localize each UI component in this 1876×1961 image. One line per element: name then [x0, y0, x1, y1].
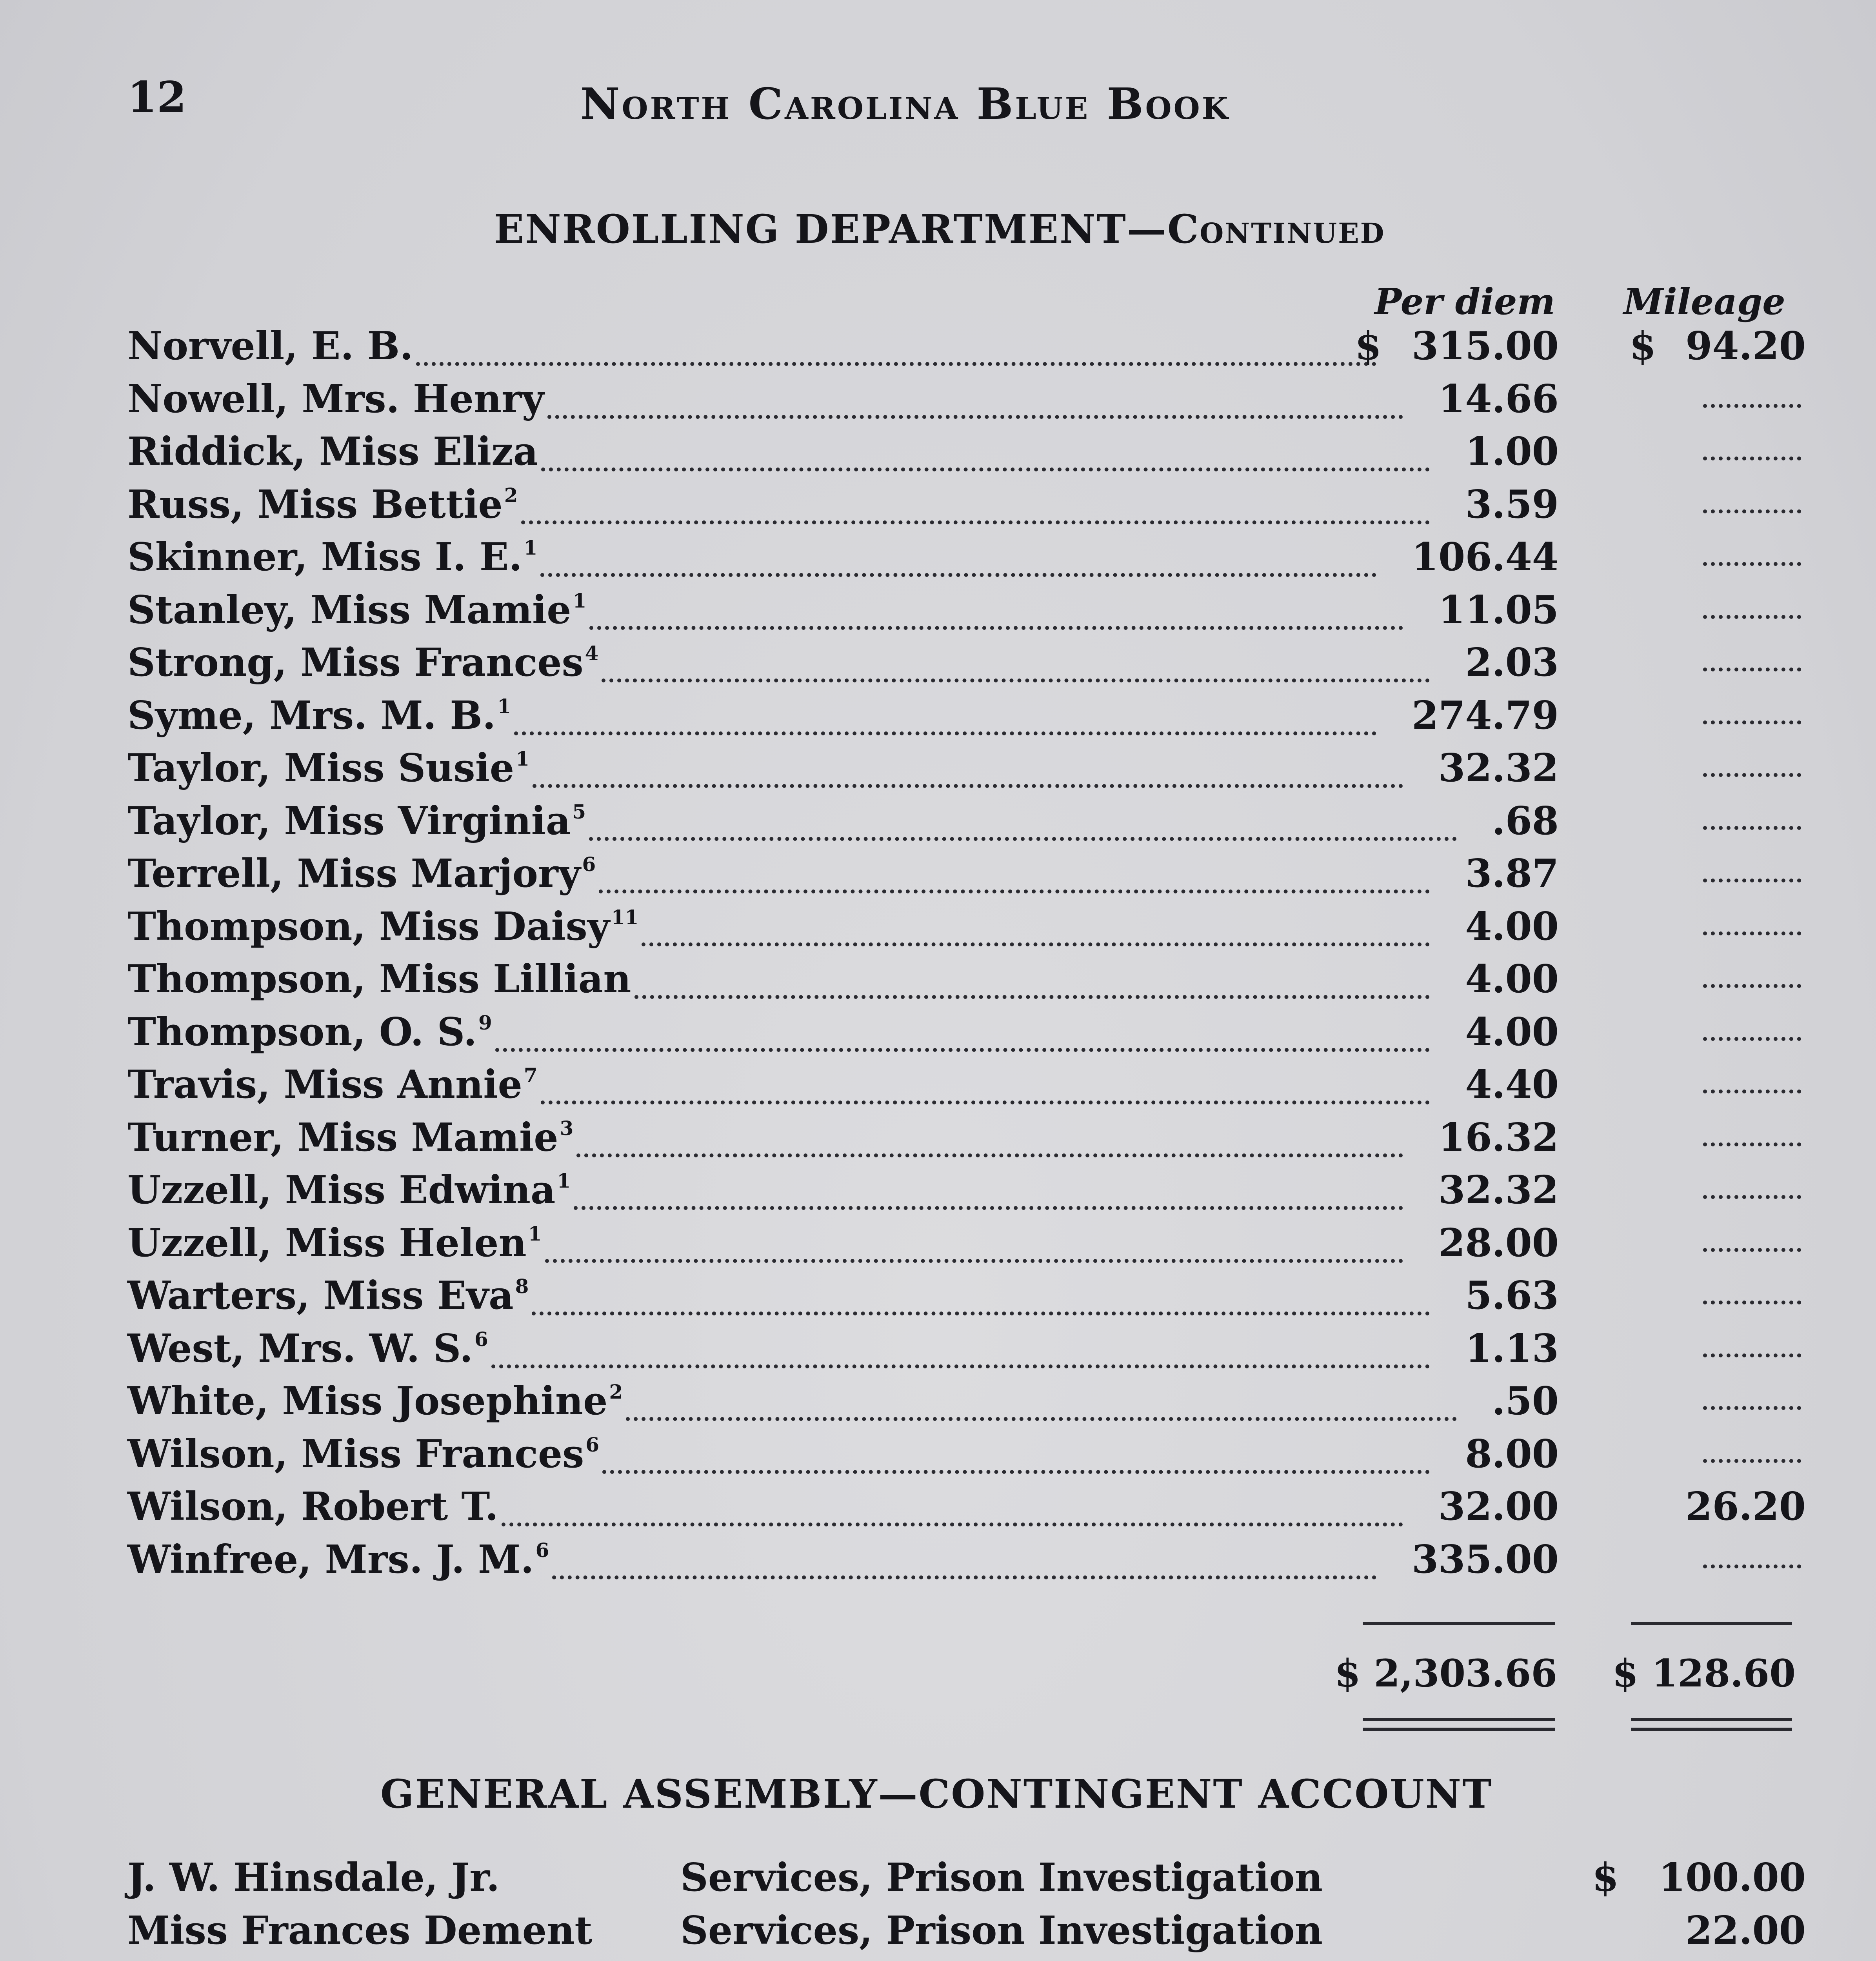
employee-name [127, 851, 596, 896]
dot-leader [589, 598, 1403, 630]
dot-leader [533, 757, 1403, 788]
per-diem-value: 1.13 [1465, 1326, 1559, 1371]
footnote-ref: 1 [573, 589, 587, 612]
per-diem-value: 4.00 [1465, 1009, 1559, 1055]
employee-name-text: Stanley, Miss Mamie [127, 587, 571, 633]
enrolling-row [127, 1484, 1806, 1537]
employee-name [127, 1221, 542, 1266]
mileage-total-rule [1631, 1622, 1792, 1625]
dot-leader [545, 1232, 1403, 1263]
enrolling-row [127, 746, 1806, 798]
employee-name-text: Travis, Miss Annie [127, 1062, 522, 1107]
employee-name [127, 429, 538, 474]
employee-name [127, 1326, 488, 1371]
dot-leader [514, 704, 1376, 735]
per-diem-value: 4.00 [1465, 957, 1559, 1002]
dot-leader [547, 387, 1403, 419]
mileage-value: 94.20 [1685, 324, 1806, 369]
assembly-row [127, 1855, 1806, 1908]
per-diem-value: .68 [1492, 798, 1559, 844]
dot-leader [540, 546, 1376, 577]
mileage-blank [1703, 404, 1801, 408]
employee-name [127, 482, 518, 527]
enrolling-row [127, 1537, 1806, 1590]
footnote-ref: 8 [515, 1275, 529, 1298]
enrolling-title-continued: Continued [1167, 206, 1385, 252]
enrolling-row [127, 640, 1806, 693]
employee-name [127, 693, 511, 738]
per-diem-value: .50 [1492, 1379, 1559, 1424]
mileage-blank [1703, 1406, 1801, 1410]
employee-name [127, 1168, 571, 1213]
per-diem-value: 4.40 [1465, 1062, 1559, 1107]
per-diem-value: 2.03 [1465, 640, 1559, 685]
mileage-blank [1703, 826, 1801, 830]
employee-name-text: Taylor, Miss Virginia [127, 798, 571, 844]
footnote-ref: 6 [582, 853, 596, 876]
employee-name-text: Syme, Mrs. M. B. [127, 693, 496, 738]
dot-leader [602, 1443, 1430, 1474]
footnote-ref: 2 [609, 1380, 623, 1403]
employee-name [127, 1062, 538, 1107]
per-diem-value: 16.32 [1438, 1115, 1559, 1160]
per-diem-value: 32.00 [1438, 1484, 1559, 1529]
employee-name [127, 957, 631, 1002]
employee-name-text: Wilson, Robert T. [127, 1484, 498, 1529]
payment-amount: 100.00 [1658, 1855, 1806, 1900]
dot-leader [574, 1179, 1403, 1210]
footnote-ref: 9 [478, 1011, 492, 1034]
dot-leader [541, 440, 1430, 471]
footnote-ref: 6 [585, 1433, 600, 1456]
enrolling-row [127, 429, 1806, 482]
per-diem-value: 315.00 [1411, 324, 1559, 369]
dot-leader [626, 1390, 1457, 1421]
per-diem-value: 28.00 [1438, 1220, 1559, 1266]
dot-leader [491, 1337, 1430, 1368]
employee-name [127, 588, 586, 633]
mileage-blank [1703, 1301, 1801, 1304]
employee-name-text: Norvell, E. B. [127, 324, 413, 369]
employee-name-text: Taylor, Miss Susie [127, 746, 514, 791]
footnote-ref: 1 [528, 1222, 542, 1245]
footnote-ref: 7 [524, 1064, 538, 1087]
employee-name-text: Turner, Miss Mamie [127, 1115, 558, 1160]
dot-leader [634, 968, 1430, 999]
employee-name-text: Skinner, Miss I. E. [127, 535, 522, 580]
employee-name [127, 377, 544, 422]
assembly-row [127, 1908, 1806, 1961]
mileage-blank [1703, 1090, 1801, 1093]
enrolling-row [127, 1221, 1806, 1273]
mileage-total: $ 128.60 [1612, 1651, 1796, 1695]
mileage-blank [1703, 615, 1801, 619]
employee-name-text: Warters, Miss Eva [127, 1273, 514, 1318]
enrolling-row [127, 1062, 1806, 1115]
mileage-blank [1703, 1248, 1801, 1252]
employee-name-text: Russ, Miss Bettie [127, 482, 503, 527]
dot-leader [589, 810, 1457, 841]
mileage-blank [1703, 773, 1801, 777]
dot-leader [576, 1126, 1403, 1157]
employee-name-text: Riddick, Miss Eliza [127, 429, 538, 474]
running-header: North Carolina Blue Book [580, 78, 1230, 129]
payee-name [127, 1908, 593, 1953]
per-diem-double-rule-a [1363, 1718, 1555, 1721]
footnote-ref: 1 [497, 694, 511, 718]
mileage-blank [1703, 879, 1801, 882]
enrolling-section-title [494, 206, 1385, 252]
per-diem-total-rule [1363, 1622, 1555, 1625]
per-diem-value: 274.79 [1411, 693, 1559, 738]
employee-name-text: Thompson, Miss Daisy [127, 904, 610, 949]
mileage-blank [1703, 668, 1801, 671]
per-diem-value: 8.00 [1465, 1431, 1559, 1477]
enrolling-row [127, 1168, 1806, 1220]
col-header-per-diem: Per diem [1374, 280, 1555, 323]
col-header-mileage: Mileage [1623, 280, 1785, 323]
mileage-blank [1703, 1037, 1801, 1041]
employee-name-text: West, Mrs. W. S. [127, 1326, 473, 1371]
mileage-double-rule-a [1631, 1718, 1792, 1721]
enrolling-row [127, 1273, 1806, 1326]
mileage-blank [1703, 1195, 1801, 1199]
footnote-ref: 1 [557, 1169, 571, 1192]
employee-name-text: White, Miss Josephine [127, 1379, 608, 1424]
mileage-blank [1703, 1353, 1801, 1357]
per-diem-value: 1.00 [1465, 429, 1559, 474]
dot-leader [599, 862, 1430, 893]
enrolling-row [127, 324, 1806, 376]
employee-name [127, 799, 586, 844]
employee-name [127, 1484, 498, 1529]
payee-name-text: Miss Frances Dement [127, 1908, 593, 1953]
dollar-sign: $ [1629, 324, 1656, 369]
mileage-blank [1703, 984, 1801, 988]
dollar-sign: $ [1355, 324, 1382, 369]
payee-name-text: J. W. Hinsdale, Jr. [127, 1855, 500, 1900]
employee-name-text: Strong, Miss Frances [127, 640, 584, 685]
employee-name-text: Nowell, Mrs. Henry [127, 376, 544, 422]
mileage-blank [1703, 562, 1801, 566]
per-diem-value: 32.32 [1438, 1168, 1559, 1213]
enrolling-title-main: ENROLLING DEPARTMENT— [494, 206, 1167, 252]
enrolling-row [127, 588, 1806, 640]
enrolling-row [127, 535, 1806, 587]
footnote-ref: 4 [585, 642, 599, 665]
per-diem-value: 3.87 [1465, 851, 1559, 896]
payee-name [127, 1855, 500, 1900]
per-diem-value: 14.66 [1438, 376, 1559, 422]
employee-name [127, 1537, 549, 1582]
employee-name [127, 1115, 573, 1160]
per-diem-value: 3.59 [1465, 482, 1559, 527]
enrolling-row [127, 904, 1806, 957]
payment-description: Services, Prison Investigation [680, 1855, 1323, 1900]
employee-name [127, 640, 598, 685]
per-diem-total: $ 2,303.66 [1334, 1651, 1557, 1695]
mileage-value: 26.20 [1685, 1484, 1806, 1529]
dot-leader [541, 1073, 1430, 1104]
enrolling-row [127, 482, 1806, 535]
dot-leader [602, 651, 1430, 682]
employee-name [127, 535, 537, 580]
mileage-blank [1703, 1142, 1801, 1146]
employee-name-text: Uzzell, Miss Edwina [127, 1168, 556, 1213]
footnote-ref: 2 [504, 483, 518, 507]
enrolling-row [127, 1432, 1806, 1484]
employee-name [127, 746, 529, 791]
mileage-blank [1703, 509, 1801, 513]
employee-name-text: Wilson, Miss Frances [127, 1431, 584, 1477]
per-diem-value: 4.00 [1465, 904, 1559, 949]
dot-leader [495, 1021, 1430, 1052]
mileage-blank [1703, 931, 1801, 935]
employee-name [127, 1379, 623, 1424]
dot-leader [552, 1548, 1376, 1579]
dot-leader [642, 915, 1430, 946]
per-diem-value: 32.32 [1438, 746, 1559, 791]
per-diem-value: 5.63 [1465, 1273, 1559, 1318]
employee-name [127, 1432, 599, 1477]
footnote-ref: 6 [474, 1327, 488, 1351]
footnote-ref: 3 [560, 1116, 574, 1140]
enrolling-row [127, 693, 1806, 746]
footnote-ref: 1 [524, 536, 538, 559]
employee-name [127, 1010, 492, 1055]
enrolling-row [127, 851, 1806, 904]
mileage-blank [1703, 720, 1801, 724]
mileage-blank [1703, 1459, 1801, 1463]
page-number: 12 [127, 73, 187, 122]
enrolling-row [127, 1379, 1806, 1431]
employee-name-text: Terrell, Miss Marjory [127, 851, 581, 896]
dot-leader [502, 1495, 1403, 1526]
enrolling-row [127, 1326, 1806, 1379]
mileage-blank [1703, 1564, 1801, 1568]
payment-amount: 22.00 [1685, 1908, 1806, 1953]
mileage-double-rule-b [1631, 1728, 1792, 1731]
enrolling-row [127, 1010, 1806, 1062]
enrolling-row [127, 799, 1806, 851]
per-diem-value: 335.00 [1411, 1537, 1559, 1582]
per-diem-value: 106.44 [1411, 535, 1559, 580]
dot-leader [532, 1284, 1430, 1315]
dollar-sign: $ [1592, 1855, 1619, 1900]
footnote-ref: 6 [535, 1538, 549, 1562]
assembly-section-title: GENERAL ASSEMBLY—CONTINGENT ACCOUNT [380, 1771, 1493, 1817]
employee-name-text: Winfree, Mrs. J. M. [127, 1537, 534, 1582]
dot-leader [521, 493, 1430, 524]
employee-name [127, 1273, 529, 1318]
enrolling-row [127, 957, 1806, 1009]
footnote-ref: 11 [611, 905, 639, 929]
employee-name-text: Thompson, O. S. [127, 1009, 477, 1055]
employee-name [127, 324, 413, 369]
mileage-blank [1703, 457, 1801, 460]
per-diem-double-rule-b [1363, 1728, 1555, 1731]
employee-name-text: Thompson, Miss Lillian [127, 957, 631, 1002]
employee-name-text: Uzzell, Miss Helen [127, 1220, 527, 1266]
employee-name [127, 904, 638, 949]
footnote-ref: 5 [572, 800, 586, 823]
enrolling-row [127, 377, 1806, 429]
payment-description: Services, Prison Investigation [680, 1908, 1323, 1953]
footnote-ref: 1 [516, 747, 530, 770]
enrolling-row [127, 1115, 1806, 1168]
per-diem-value: 11.05 [1438, 587, 1559, 633]
dot-leader [416, 335, 1376, 366]
